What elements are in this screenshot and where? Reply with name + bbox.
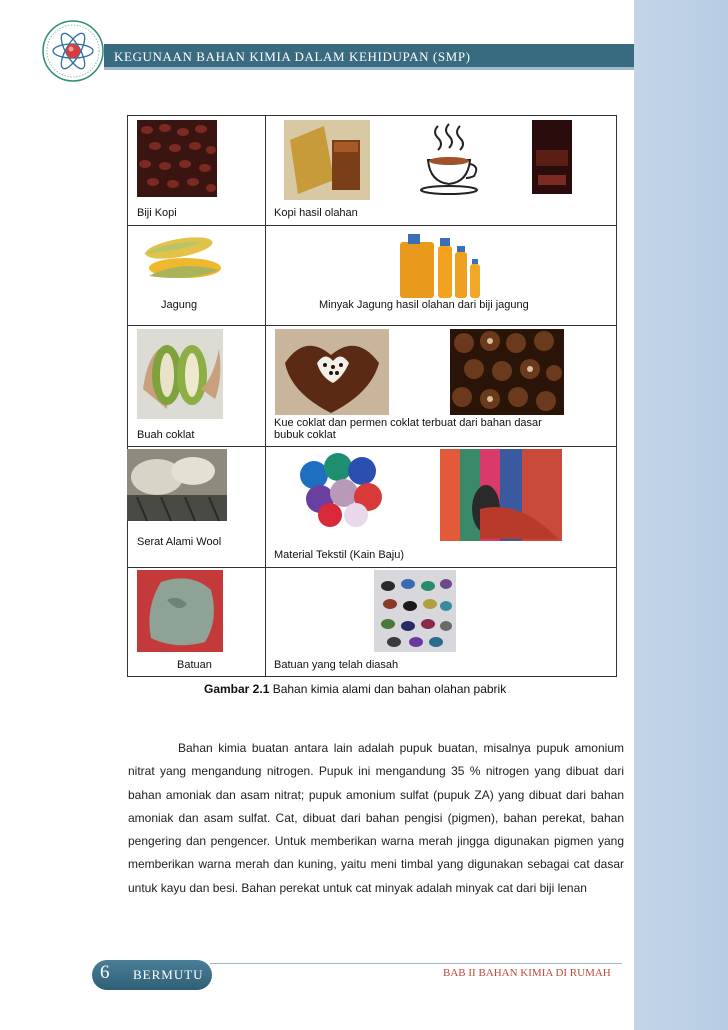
table-row — [128, 325, 616, 447]
caption-left: Buah coklat — [137, 429, 195, 441]
corn-image — [139, 230, 225, 288]
footer-chapter-title: BAB II BAHAN KIMIA DI RUMAH — [443, 967, 611, 979]
chocolate-cake-image — [275, 329, 389, 415]
coffee-cup-icon — [416, 120, 482, 196]
coffee-beans-image — [137, 120, 217, 197]
caption-left: Batuan — [177, 659, 212, 671]
body-paragraph: Bahan kimia buatan antara lain adalah pupuk buatan, misalnya pupuk amonium nitrat yang mengandung nitrogen. Pupuk ini mengandung 35 % nitrogen yang dibuat dari bahan amoniak dan asam nitrat; pupuk amonium sulfat (pupuk ZA) yang dibuat dari bahan amoniak dan asam sulfat. Cat, dibuat dari bahan pengisi (pigmen), bahan perekat, bahan pengering dan pengencer. Untuk memberikan warna merah jingga digunakan pigmen yang memberikan warna merah dan kuning, yaitu meni timbal yang digunakan sebagai cat dasar untuk kayu dan besi. Bahan perekat untuk cat minyak adalah minyak cat dari biji lenan — [128, 741, 624, 895]
yarn-spools-image — [294, 449, 386, 529]
figure-label: Gambar 2.1 — [204, 682, 270, 696]
polished-stones-image — [374, 570, 456, 652]
caption-right: Kopi hasil olahan — [274, 207, 358, 219]
caption-right: Minyak Jagung hasil olahan dari biji jagung — [319, 299, 529, 311]
caption-right-line2: bubuk coklat — [274, 429, 336, 441]
wool-fiber-image — [127, 449, 227, 521]
caption-right: Material Tekstil (Kain Baju) — [274, 549, 405, 561]
caption-right: Batuan yang telah diasah — [274, 659, 399, 671]
page-side-band — [634, 0, 728, 1030]
caption-left: Biji Kopi — [137, 207, 177, 219]
corn-oil-bottles-image — [398, 230, 486, 300]
figure-table — [127, 115, 617, 677]
figure-text: Bahan kimia alami dan bahan olahan pabrik — [269, 682, 507, 696]
table-row — [128, 446, 616, 568]
cocoa-fruit-image — [137, 329, 223, 419]
caption-left: Serat Alami Wool — [137, 536, 222, 548]
atom-logo-icon — [40, 18, 106, 84]
chocolate-candies-image — [450, 329, 564, 415]
table-row — [128, 225, 616, 326]
coffee-package-image — [532, 120, 572, 194]
figure-caption — [204, 682, 506, 696]
textile-fabric-image — [440, 449, 562, 541]
page-number: 6 — [100, 962, 110, 983]
raw-stone-image — [137, 570, 223, 652]
caption-right-line1: Kue coklat dan permen coklat terbuat dari bahan dasar — [274, 417, 542, 429]
footer-divider — [210, 963, 622, 964]
processed-coffee-image — [284, 120, 370, 200]
page-header-title: KEGUNAAN BAHAN KIMIA DALAM KEHIDUPAN (SMP) — [114, 49, 471, 64]
caption-left: Jagung — [161, 299, 198, 311]
table-row — [128, 116, 616, 226]
footer-brand: BERMUTU — [133, 967, 204, 982]
table-row — [128, 567, 616, 676]
